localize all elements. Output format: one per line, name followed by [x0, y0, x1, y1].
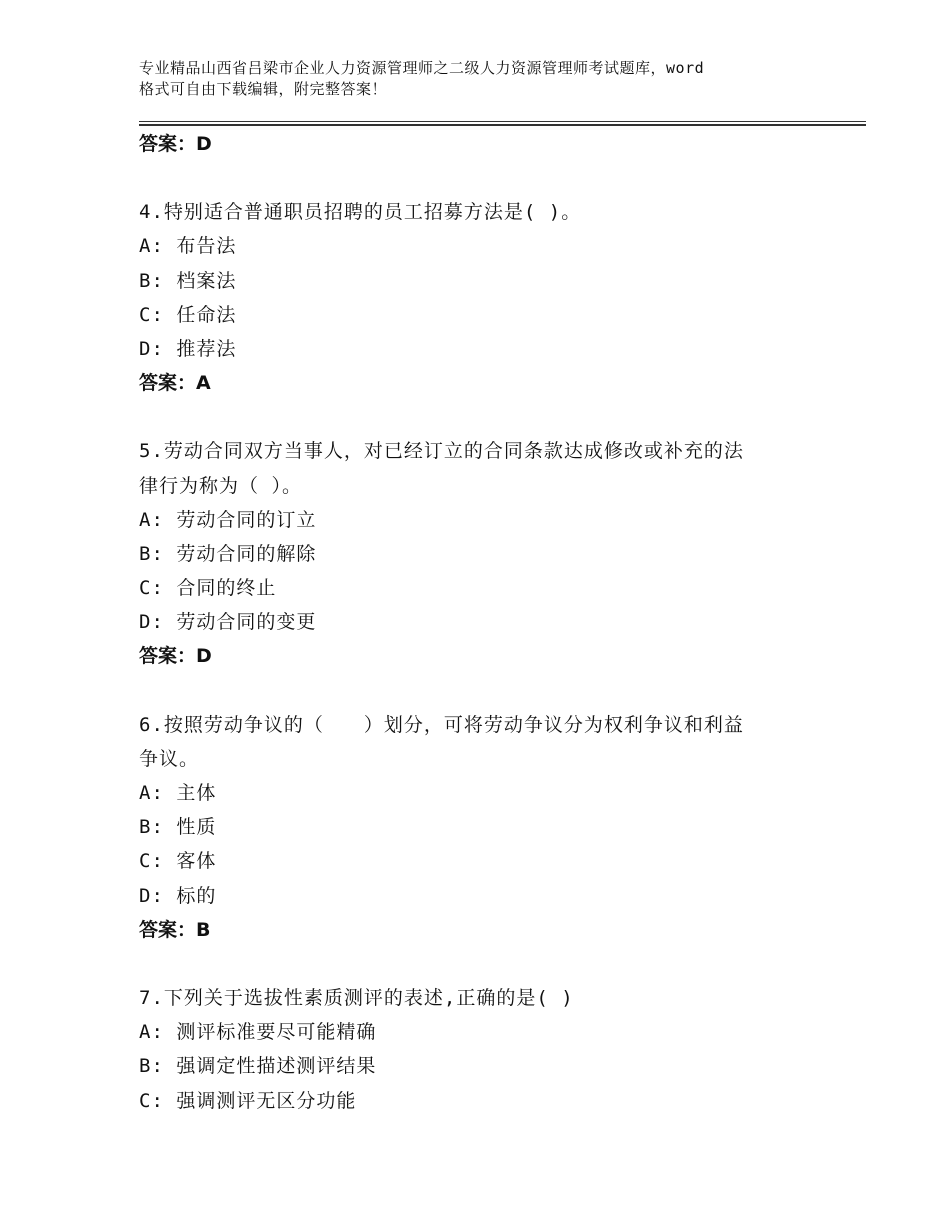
spacer	[139, 400, 839, 434]
question-text-cont: 律行为称为（ ）。	[139, 474, 302, 497]
spacer	[139, 161, 839, 195]
option-c: C: 合同的终止	[139, 577, 277, 600]
option-d: D: 推荐法	[139, 337, 237, 360]
option-c: C: 任命法	[139, 303, 237, 326]
option-d: D: 标的	[139, 884, 217, 907]
option-c: C: 强调测评无区分功能	[139, 1089, 357, 1112]
option-a: A: 测评标准要尽可能精确	[139, 1021, 377, 1044]
header-divider-thin	[139, 121, 866, 122]
previous-answer: 答案：D	[139, 133, 212, 155]
question-text: 5.劳动合同双方当事人，对已经订立的合同条款达成修改或补充的法	[139, 440, 744, 463]
option-b: B: 强调定性描述测评结果	[139, 1055, 377, 1078]
question-list	[139, 127, 839, 1118]
spacer	[139, 947, 839, 981]
answer: 答案：A	[139, 372, 211, 395]
option-b: B: 档案法	[139, 269, 237, 292]
option-a: A: 劳动合同的订立	[139, 508, 317, 531]
spacer	[139, 674, 839, 708]
option-d: D: 劳动合同的变更	[139, 611, 317, 634]
question-7	[139, 981, 839, 1118]
option-a: A: 主体	[139, 782, 217, 804]
document-header	[139, 58, 839, 100]
question-5	[139, 434, 839, 673]
option-c: C: 客体	[139, 850, 217, 873]
question-text-cont: 争议。	[139, 747, 200, 770]
answer: 答案：B	[139, 918, 211, 941]
question-text: 4.特别适合普通职员招聘的员工招募方法是( )。	[139, 201, 582, 224]
header-line-1: 专业精品山西省吕梁市企业人力资源管理师之二级人力资源管理师考试题库，word	[139, 59, 705, 77]
question-text: 6.按照劳动争议的（ ）划分，可将劳动争议分为权利争议和利益	[139, 713, 744, 736]
question-text: 7.下列关于选拔性素质测评的表述,正确的是( )	[139, 986, 574, 1009]
answer: 答案：D	[139, 645, 212, 668]
option-b: B: 劳动合同的解除	[139, 542, 317, 565]
header-line-2: 格式可自由下载编辑，附完整答案！	[139, 80, 388, 98]
question-6	[139, 708, 839, 947]
question-4	[139, 195, 839, 400]
option-a: A: 布告法	[139, 235, 237, 258]
option-b: B: 性质	[139, 816, 217, 839]
header-divider-thick	[139, 124, 866, 126]
